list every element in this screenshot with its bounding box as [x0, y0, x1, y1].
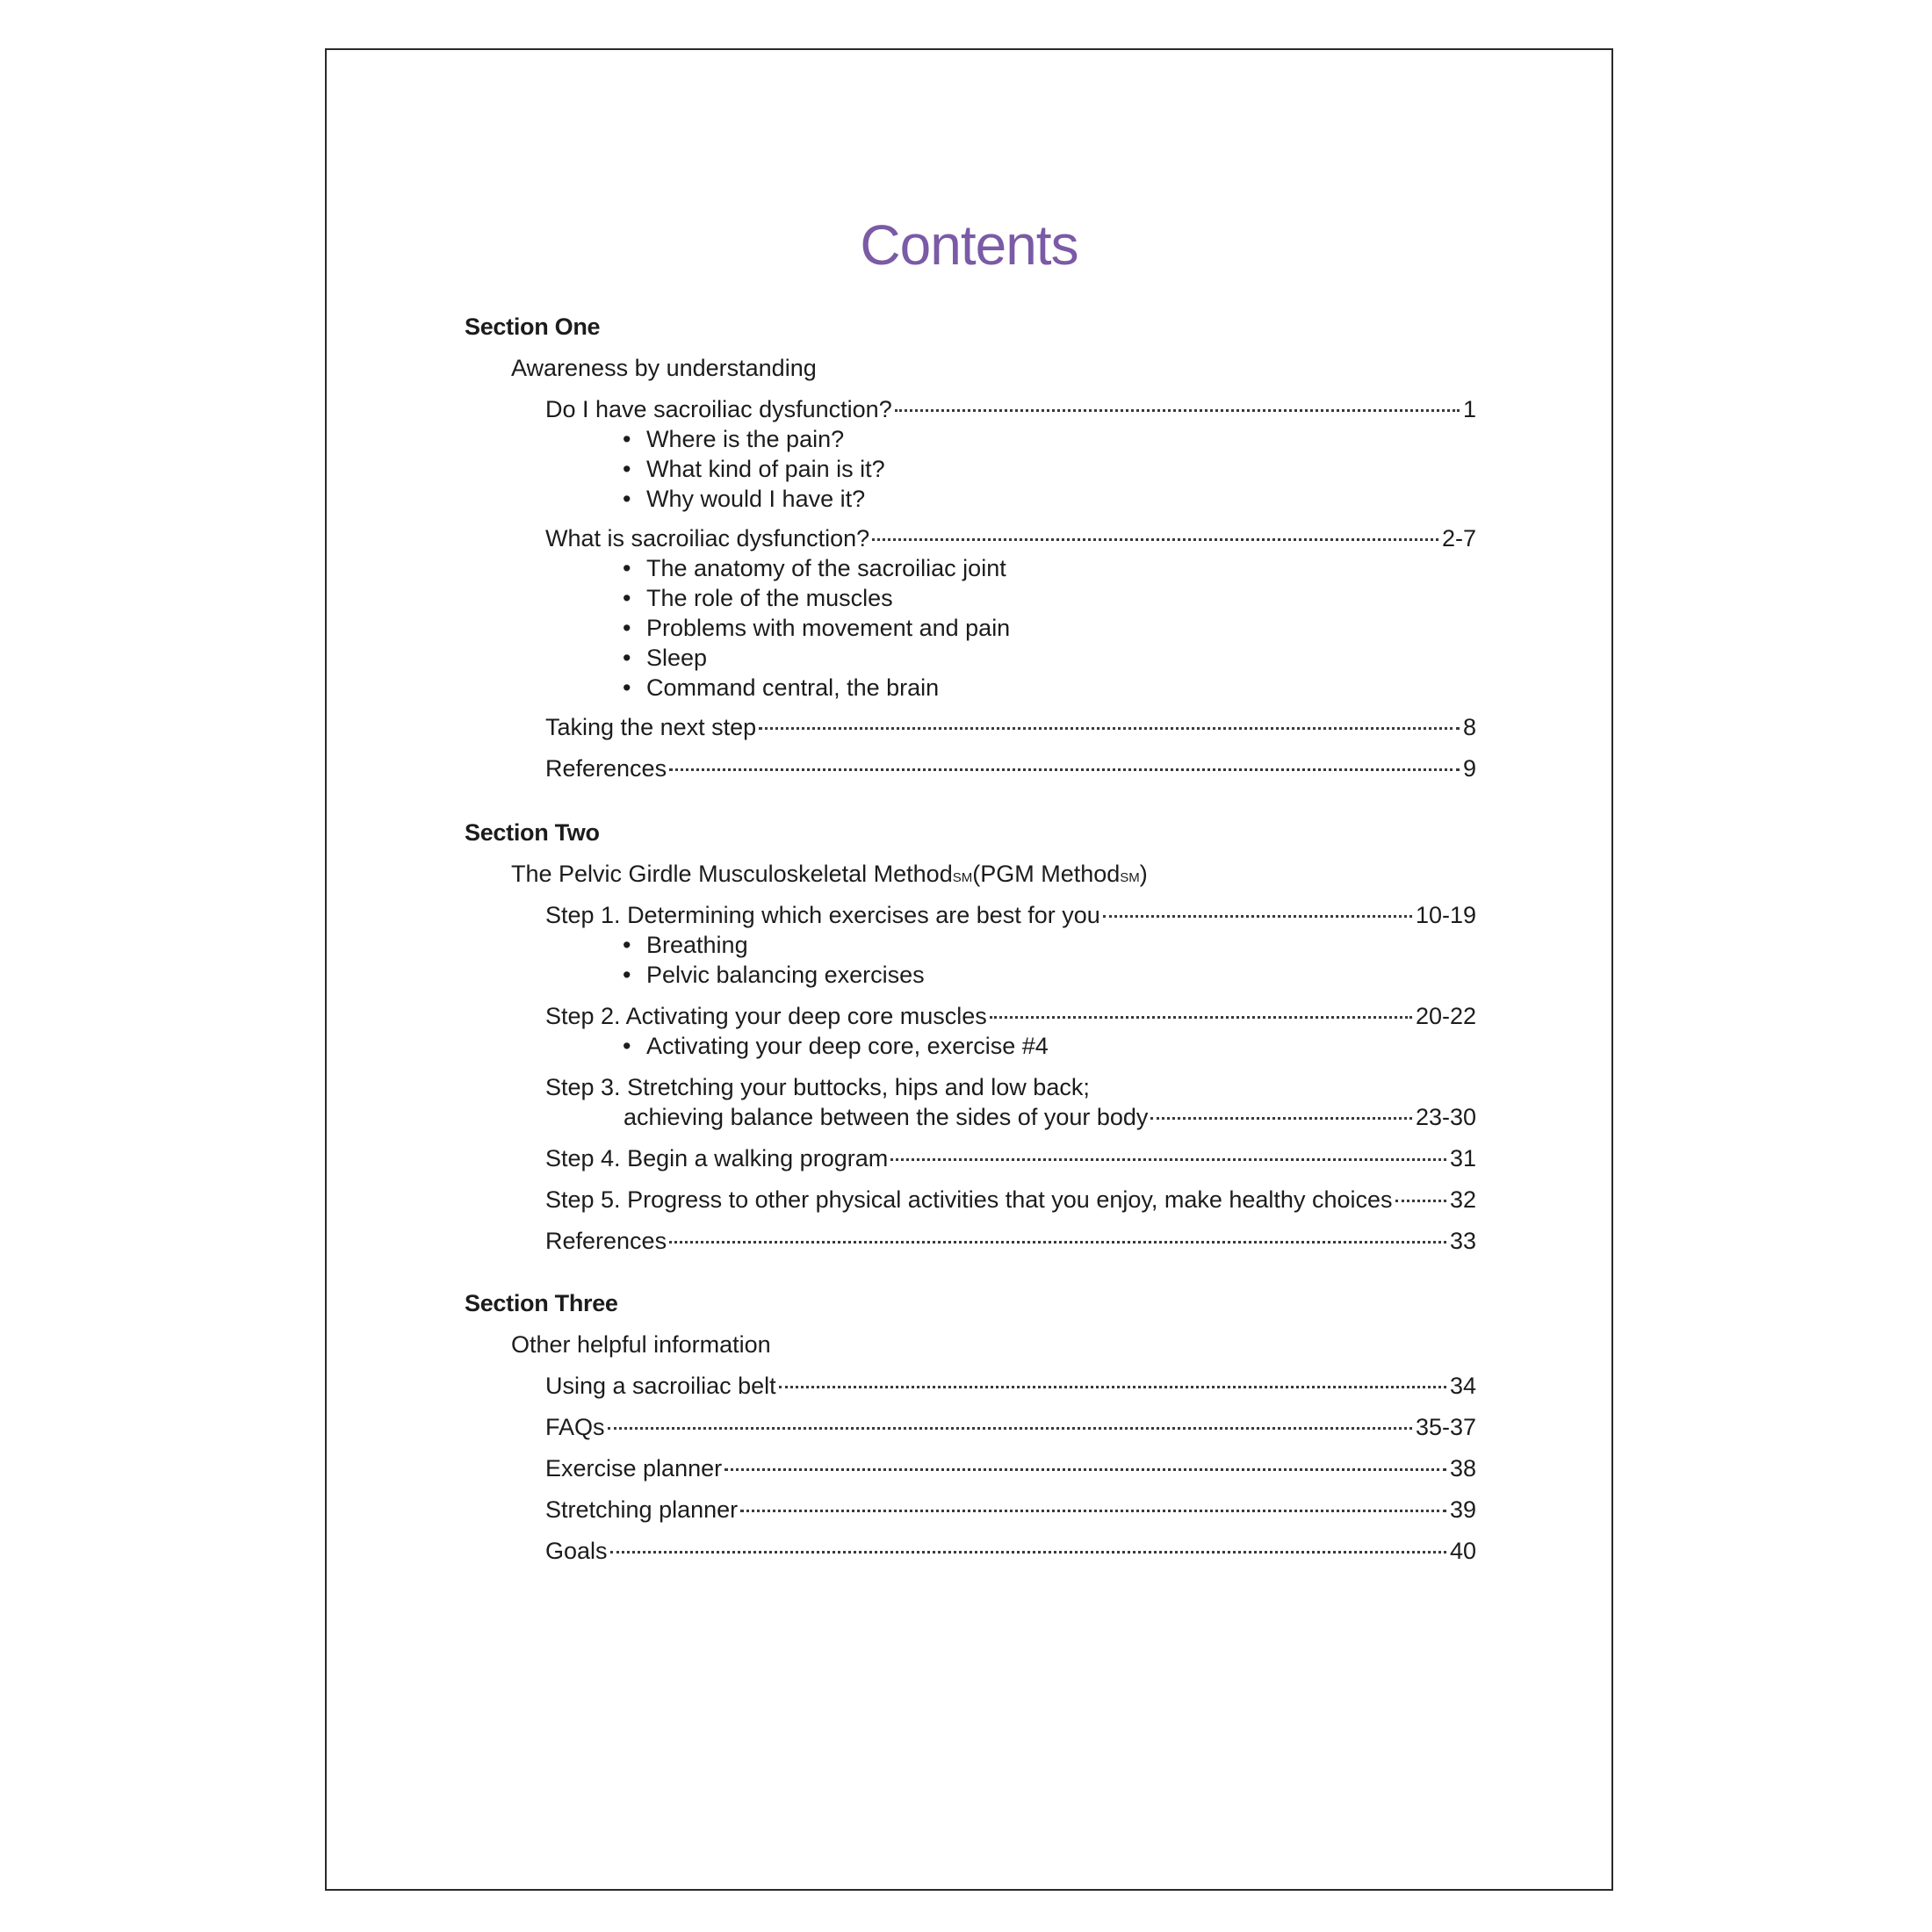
toc-entry[interactable] — [545, 1143, 1476, 1173]
bullet-label: Why would I have it? — [646, 486, 866, 512]
bullet-label: Where is the pain? — [646, 426, 845, 452]
bullet-label: Problems with movement and pain — [646, 615, 1011, 641]
toc-entry-label: Stretching planner — [545, 1496, 739, 1523]
toc-page-number: 2-7 — [1441, 525, 1476, 551]
toc-page-number: 32 — [1449, 1186, 1476, 1213]
toc-entry-label: Exercise planner — [545, 1455, 723, 1481]
toc-page-number: 10-19 — [1415, 902, 1476, 928]
toc-entry[interactable] — [545, 1226, 1476, 1256]
leader-dots — [779, 1386, 1446, 1388]
toc-bullet-item — [623, 930, 748, 960]
toc-entry-label: Step 1. Determining which exercises are best for you — [545, 902, 1100, 928]
toc-entry-label: Taking the next step — [545, 714, 757, 740]
bullet-label: What kind of pain is it? — [646, 456, 885, 482]
section-heading: Section Two — [465, 819, 600, 846]
leader-dots — [1103, 915, 1412, 918]
bullet-icon: • — [623, 932, 631, 958]
bullet-label: Pelvic balancing exercises — [646, 962, 925, 988]
toc-page-number: 23-30 — [1415, 1104, 1476, 1130]
toc-page-number: 34 — [1449, 1373, 1476, 1399]
toc-entry[interactable] — [624, 1102, 1476, 1132]
bullet-icon: • — [623, 615, 631, 641]
toc-bullet-item — [623, 673, 939, 703]
toc-entry-label: Step 5. Progress to other physical activities that you enjoy, make healthy choices — [545, 1186, 1393, 1213]
leader-dots — [990, 1016, 1412, 1019]
toc-page-number: 1 — [1462, 396, 1476, 422]
toc-entry-label-line1[interactable]: Step 3. Stretching your buttocks, hips and low back; — [545, 1074, 1090, 1100]
bullet-icon: • — [623, 645, 631, 671]
toc-bullet-item — [623, 424, 844, 454]
toc-page-number: 39 — [1449, 1496, 1476, 1523]
bullet-label: The role of the muscles — [646, 585, 893, 611]
toc-entry[interactable] — [545, 394, 1476, 424]
bullet-icon: • — [623, 426, 631, 452]
leader-dots — [759, 727, 1460, 730]
bullet-icon: • — [623, 674, 631, 701]
toc-entry[interactable] — [545, 900, 1476, 930]
toc-bullet-item — [623, 484, 865, 514]
toc-page-number: 8 — [1462, 714, 1476, 740]
toc-bullet-item — [623, 643, 707, 673]
toc-entry-label: What is sacroiliac dysfunction? — [545, 525, 870, 551]
bullet-label: Command central, the brain — [646, 674, 940, 701]
leader-dots — [890, 1158, 1446, 1161]
toc-bullet-item — [623, 960, 925, 990]
leader-dots — [872, 538, 1438, 541]
bullet-label: Breathing — [646, 932, 748, 958]
section-subheading: Other helpful information — [511, 1331, 771, 1358]
leader-dots — [608, 1427, 1412, 1430]
toc-page-number: 33 — [1449, 1228, 1476, 1254]
toc-entry[interactable] — [545, 1185, 1476, 1215]
toc-entry[interactable] — [545, 523, 1476, 553]
toc-entry-label: Step 4. Begin a walking program — [545, 1145, 889, 1171]
leader-dots — [895, 409, 1460, 412]
section-subheading: Awareness by understanding — [511, 355, 817, 381]
toc-entry-label: achieving balance between the sides of your body — [624, 1104, 1149, 1130]
subheading-text: The Pelvic Girdle Musculoskeletal Method — [511, 861, 953, 887]
toc-entry-label: References — [545, 755, 667, 782]
toc-bullet-item — [623, 613, 1010, 643]
toc-entry-label: FAQs — [545, 1414, 605, 1440]
leader-dots — [1395, 1200, 1446, 1202]
toc-entry[interactable] — [545, 1412, 1476, 1442]
bullet-label: Sleep — [646, 645, 708, 671]
bullet-label: Activating your deep core, exercise #4 — [646, 1033, 1049, 1059]
toc-entry[interactable] — [545, 753, 1476, 783]
leader-dots — [669, 1241, 1446, 1244]
leader-dots — [724, 1468, 1446, 1471]
document-page — [325, 48, 1613, 1891]
toc-page-number: 38 — [1449, 1455, 1476, 1481]
toc-entry[interactable] — [545, 1495, 1476, 1525]
toc-page-number: 9 — [1462, 755, 1476, 782]
page-title: Contents — [860, 213, 1078, 277]
toc-bullet-item — [623, 454, 885, 484]
bullet-icon: • — [623, 486, 631, 512]
toc-entry[interactable] — [545, 1536, 1476, 1566]
section-heading: Section Three — [465, 1290, 618, 1316]
toc-entry[interactable] — [545, 1001, 1476, 1031]
toc-entry-label: Using a sacroiliac belt — [545, 1373, 776, 1399]
bullet-icon: • — [623, 962, 631, 988]
leader-dots — [610, 1551, 1446, 1554]
bullet-label: The anatomy of the sacroiliac joint — [646, 555, 1006, 581]
toc-entry-label: Step 2. Activating your deep core muscles — [545, 1003, 987, 1029]
leader-dots — [740, 1510, 1446, 1512]
leader-dots — [669, 768, 1460, 771]
leader-dots — [1150, 1117, 1412, 1120]
toc-page-number: 35-37 — [1415, 1414, 1476, 1440]
bullet-icon: • — [623, 555, 631, 581]
toc-entry-label: References — [545, 1228, 667, 1254]
bullet-icon: • — [623, 1033, 631, 1059]
toc-page-number: 40 — [1449, 1538, 1476, 1564]
bullet-icon: • — [623, 585, 631, 611]
toc-entry[interactable] — [545, 1371, 1476, 1401]
toc-bullet-item — [623, 553, 1006, 583]
section-subheading: The Pelvic Girdle Musculoskeletal Method SM (PGM Method SM ) — [511, 861, 1148, 887]
toc-bullet-item — [623, 1031, 1049, 1061]
toc-entry[interactable] — [545, 712, 1476, 742]
toc-page-number: 31 — [1449, 1145, 1476, 1171]
bullet-icon: • — [623, 456, 631, 482]
toc-page-number: 20-22 — [1415, 1003, 1476, 1029]
toc-entry-label: Goals — [545, 1538, 608, 1564]
section-heading: Section One — [465, 314, 601, 340]
subheading-text: (PGM Method — [972, 861, 1121, 887]
subheading-text: ) — [1139, 861, 1148, 887]
toc-bullet-item — [623, 583, 893, 613]
toc-entry[interactable] — [545, 1453, 1476, 1483]
toc-entry-label: Do I have sacroiliac dysfunction? — [545, 396, 892, 422]
